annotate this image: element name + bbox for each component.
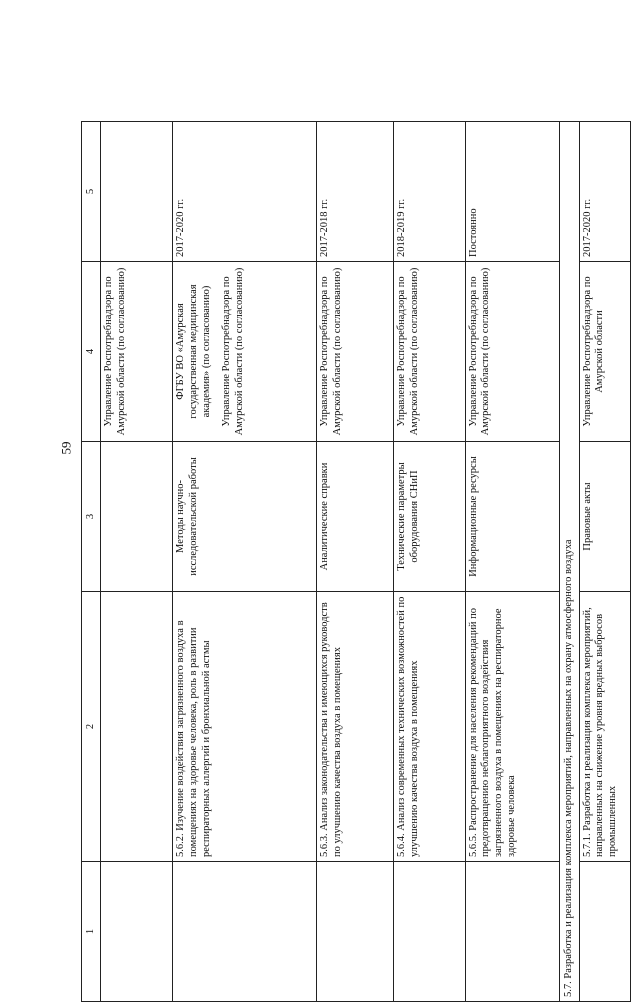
table-cell: Постоянно (465, 122, 559, 262)
table-cell: Управление Роспотребнадзора по Амурской области (по согласованию) (316, 262, 393, 442)
table-row (101, 122, 173, 1002)
table-cell: 5.6.5. Распространение для населения рекомендаций по предотвращению неблагоприятного воздействия загрязненного воздуха в помещениях на респираторное здоровье человека (465, 592, 559, 862)
table-cell (101, 862, 173, 1002)
table-cell (101, 592, 173, 862)
table-cell: Технические параметры оборудования СНиП (393, 442, 465, 592)
table-cell: 5.6.2. Изучение воздействия загрязненного воздуха в помещениях на здоровье человека, роль в развитии респираторных аллергий и бронхиальной астмы (173, 592, 317, 862)
table-cell: Управление Роспотребнадзора по Амурской области (по согласованию) (101, 262, 173, 442)
table-row (393, 122, 465, 1002)
table-cell: Методы научно-исследовательской работы (173, 442, 317, 592)
table-cell (101, 122, 173, 262)
table-row (579, 122, 630, 1002)
table-cell: 2017-2020 гг. (579, 122, 630, 262)
table-cell: 2017-2020 гг. (173, 122, 317, 262)
header-cell: 1 (82, 862, 101, 1002)
table-cell: Управление Роспотребнадзора по Амурской области (579, 262, 630, 442)
cell-text: ФГБУ ВО «Амурская государственная медицинская академия» (по согласованию) (175, 284, 212, 419)
table-cell (465, 862, 559, 1002)
table-cell: Информационные ресурсы (465, 442, 559, 592)
header-cell: 2 (82, 592, 101, 862)
table-row (316, 122, 393, 1002)
header-cell: 3 (82, 442, 101, 592)
table-row (465, 122, 559, 1002)
plan-table (81, 121, 631, 1002)
table-cell (393, 862, 465, 1002)
table-cell: 2017-2018 гг. (316, 122, 393, 262)
header-cell: 5 (82, 122, 101, 262)
table-cell: 5.7.1. Разработка и реализация комплекса мероприятий, направленных на снижение уровня вредных выбросов промышленных (579, 592, 630, 862)
table-cell (173, 862, 317, 1002)
table-cell: Управление Роспотребнадзора по Амурской области (по согласованию) (393, 262, 465, 442)
section-heading: 5.7. Разработка и реализация комплекса мероприятий, направленных на охрану атмосферного воздуха (560, 122, 579, 1002)
table-cell (173, 262, 317, 442)
section-row (560, 122, 579, 1002)
table-cell (316, 862, 393, 1002)
page-number: 59 (58, 441, 74, 455)
rotated-table-wrapper (81, 122, 631, 1002)
table-cell: 2018-2019 гг. (393, 122, 465, 262)
cell-text: Управление Роспотребнадзора по Амурской области (по согласованию) (221, 267, 245, 436)
header-cell: 4 (82, 262, 101, 442)
table-cell: 5.6.3. Анализ законодательства и имеющихся руководств по улучшению качества воздуха в помещениях (316, 592, 393, 862)
table-cell (101, 442, 173, 592)
table-cell (579, 862, 630, 1002)
table-row (173, 122, 317, 1002)
table-cell: 5.6.4. Анализ современных технических возможностей по улучшению качества воздуха в помещениях (393, 592, 465, 862)
table-cell: Правовые акты (579, 442, 630, 592)
table-cell: Аналитические справки (316, 442, 393, 592)
table-cell: Управление Роспотребнадзора по Амурской области (по согласованию) (465, 262, 559, 442)
header-row (82, 122, 101, 1002)
